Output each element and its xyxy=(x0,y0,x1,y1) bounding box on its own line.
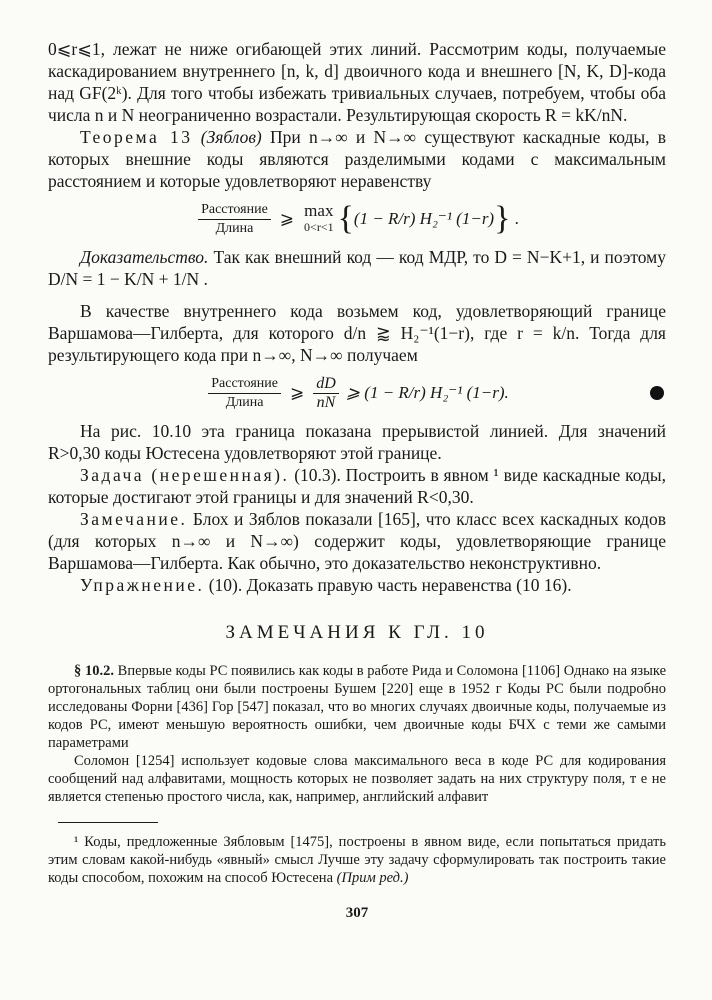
formula-body-2: ⩾ (1 − R/r) H₂⁻¹ (1−r). xyxy=(345,383,509,402)
task-text: (10.3). Построить в явном ¹ виде каскадные коды, которые достигают этой границы и для значений R<0,30. xyxy=(48,465,667,507)
paragraph-figure: На рис. 10.10 эта граница показана прерывистой линией. Для значений R>0,30 коды Юстесена удовлетворяют этой границе. xyxy=(48,421,666,463)
section-heading: ЗАМЕЧАНИЯ К ГЛ. 10 xyxy=(225,622,489,643)
formula-bound-result xyxy=(48,372,666,414)
formula-fraction xyxy=(198,201,271,238)
footnote-ref: (Прим ред.) xyxy=(336,870,409,886)
paragraph-intro: 0⩽r⩽1, лежат не ниже огибающей этих линий. Рассмотрим коды, получаемые каскадированием внутреннего [n, k, d] двоичного кода и внешнего [N, K, D]-кода над GF(2ᵏ). Для того чтобы избежать тривиальных случаев, потребуем, чтобы оба числа n и N неограниченно возрастали. Результирующая скорость R = kK/nN. xyxy=(48,39,666,125)
fraction-numerator: Расстояние xyxy=(198,201,271,220)
paragraph-inner-code: В качестве внутреннего кода возьмем код, удовлетворяющий границе Варшамова—Гилберта, для которого d/n ⪆ H₂⁻¹(1−r), где r = k/n. Тогда для результирующего кода при n→∞, N→∞ получаем xyxy=(48,301,666,365)
right-brace-icon: } xyxy=(494,200,511,237)
exercise-label: Упражнение. xyxy=(80,575,205,595)
fraction-denominator-3: nN xyxy=(316,393,336,411)
theorem-author: (Зяблов) xyxy=(200,127,262,147)
remark xyxy=(48,508,666,574)
fraction-denominator: Длина xyxy=(215,220,254,236)
max-range: 0<r<1 xyxy=(304,220,334,234)
footnote xyxy=(48,833,666,887)
page-number: 307 xyxy=(345,905,369,921)
notes-text-1: Впервые коды РС появились как коды в работе Рида и Соломона [1106] Однако на языке ортогональных таблиц они были построены Бушем [220] еще в 1952 г Коды РС были подробно исследованы Форни [436] Гор [547] показал, что во многих случаях двоичные коды, получаемые из кодов РС, имеют меньшую вероятность ошибки, чем двоичные коды БЧХ с теми же самыми параметрами xyxy=(48,663,667,751)
theorem-text: При n→∞ и N→∞ существуют каскадные коды, в которых внешние коды являются разделимыми кодами с максимальным расстоянием и которые удовлетворяют неравенству xyxy=(48,127,667,191)
ge-symbol-2: ⩾ xyxy=(289,383,305,402)
formula-bound-max xyxy=(48,198,666,240)
task xyxy=(48,464,666,508)
theorem-13 xyxy=(48,126,666,192)
exercise xyxy=(48,574,666,596)
formula-fraction-3 xyxy=(313,375,339,412)
footnote-text: ¹ Коды, предложенные Зябловым [1475], построены в явном виде, если попытаться придать этим словам какой-нибудь «явный» смысл Лучше эту задачу сформулировать так построить такие коды способом, похожим на способ Юстесена xyxy=(48,834,666,886)
theorem-label: Теорема 13 xyxy=(80,127,193,147)
page-body xyxy=(48,38,666,922)
notes-section-number: § 10.2. xyxy=(74,663,114,679)
exercise-text: (10). Доказать правую часть неравенства (10 16). xyxy=(208,575,572,595)
max-label: max xyxy=(304,201,334,220)
proof-label: Доказательство. xyxy=(80,247,209,267)
fraction-numerator-3: dD xyxy=(313,375,339,394)
formula-fraction-2 xyxy=(208,375,281,412)
notes-paragraph-1 xyxy=(48,662,666,752)
proof xyxy=(48,246,666,290)
formula-period: . xyxy=(510,209,519,228)
ge-symbol: ⩾ xyxy=(279,209,295,228)
fraction-numerator-2: Расстояние xyxy=(208,375,281,394)
remark-text: Блох и Зяблов показали [165], что класс всех каскадных кодов (для которых n→∞ и N→∞) содержит коды, удовлетворяющие границе Варшамова—Гилберта. Как обычно, это доказательство неконструктивно. xyxy=(48,509,666,573)
remark-label: Замечание. xyxy=(80,509,188,529)
notes-paragraph-2: Соломон [1254] использует кодовые слова максимального веса в коде РС для кодирования сообщений над алфавитами, мощность которых не позволяет задать на них структуру поля, т е не является степенью простого числа, как, например, английский алфавит xyxy=(48,753,666,805)
max-operator xyxy=(304,203,334,235)
task-label: Задача (нерешенная). xyxy=(80,465,290,485)
footnote-divider xyxy=(58,822,158,823)
fraction-denominator-2: Длина xyxy=(225,394,264,410)
formula-body: (1 − R/r) H₂⁻¹ (1−r) xyxy=(353,209,495,228)
proof-text: Так как внешний код — код МДР, то D = N−K+1, и поэтому D/N = 1 − K/N + 1/N . xyxy=(48,247,667,289)
left-brace-icon: { xyxy=(337,200,354,237)
end-of-proof-icon xyxy=(650,386,664,400)
